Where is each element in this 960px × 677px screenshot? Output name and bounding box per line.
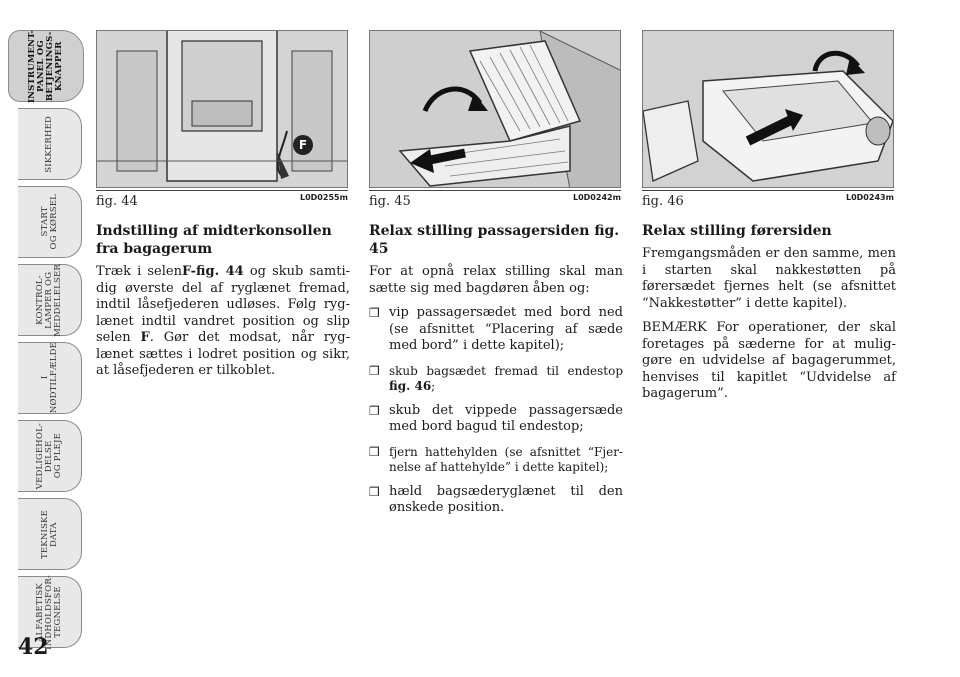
- figure-rule: [96, 190, 348, 191]
- section-heading: Relax stilling førersiden: [642, 223, 832, 239]
- text: og skub samti-dig øverste del af ryglænet fremad, indtil låsefjederen udløses. Følg ryg-lænet indtil vandret position og slip selen: [96, 264, 350, 345]
- paragraph: BEMÆRK For operationer, der skal foretages på sæderne for at mulig-gøre en udvidelse af bagagerummet, henvises til kapitlet “Udvidelse af bagagerum”.: [642, 320, 896, 401]
- tab-sikkerhed[interactable]: [18, 108, 82, 180]
- checkbox-bullet-icon: ❒: [369, 444, 380, 459]
- tab-label: I NØDTILFÆLDE: [39, 342, 59, 414]
- figure-code: L0D0243m: [846, 193, 894, 202]
- text: Træk i selen: [96, 264, 182, 279]
- figure-code: L0D0255m: [300, 193, 348, 202]
- step-list: [369, 305, 623, 517]
- text: hæld bagsæderyglænet til den ønskede position.: [389, 483, 623, 515]
- tab-label: ALFABETISK INDHOLDSFOR- TEGNELSE: [35, 574, 63, 650]
- tab-start-og-korsel[interactable]: [18, 186, 82, 258]
- figure-45-image: [369, 30, 621, 188]
- tab-label: VEDLIGEHOL- DELSE OG PLEJE: [35, 422, 63, 490]
- text: skub bagsædet fremad til endestop: [389, 363, 623, 378]
- list-item: [369, 484, 623, 517]
- list-item: [369, 305, 623, 355]
- figure-44-image: [96, 30, 348, 188]
- figure-code: L0D0242m: [573, 193, 621, 202]
- checkbox-bullet-icon: ❒: [369, 306, 380, 320]
- tab-label: KONTROL- LAMPER OG MEDDELELSER: [35, 263, 63, 337]
- paragraph: [96, 264, 350, 380]
- tab-label: START OG KØRSEL: [39, 194, 59, 250]
- page-number: 42: [18, 634, 49, 660]
- tab-label: TEKNISKE DATA: [39, 509, 59, 559]
- checkbox-bullet-icon: ❒: [369, 484, 380, 499]
- text: . Gør det modsat, når ryg-lænet sættes i lodret position og sikr, at låsefjederen er tilkoblet.: [96, 330, 350, 378]
- figure-ref: fig. 46: [389, 378, 432, 393]
- list-item: [369, 403, 623, 436]
- marker-f: F: [293, 135, 313, 155]
- text: skub det vippede passagersæde med bord bagud til endestop;: [389, 402, 623, 434]
- passenger-seat-illustration: [370, 31, 621, 188]
- checkbox-bullet-icon: ❒: [369, 403, 380, 418]
- tab-tekniske-data[interactable]: [18, 498, 82, 570]
- figure-caption: fig. 44: [96, 194, 138, 209]
- figure-rule: [642, 190, 894, 191]
- tab-label: SIKKERHED: [44, 115, 55, 173]
- figure-rule: [369, 190, 621, 191]
- section-heading: Indstilling af midterkonsollen fra bagagerum: [96, 223, 332, 257]
- text: fjern hattehylden (se afsnittet “Fjer-nelse af hattehylde” i dette kapitel);: [389, 444, 623, 474]
- figure-caption: fig. 45: [369, 194, 411, 209]
- tab-kontrollamper[interactable]: [18, 264, 82, 336]
- section-heading: Relax stilling passagersiden fig. 45: [369, 223, 620, 257]
- console-illustration: [97, 31, 348, 188]
- list-item: [369, 445, 623, 475]
- tab-label: INSTRUMENT- PANEL OG BETJENINGS- KNAPPER: [27, 29, 64, 103]
- tab-instrumentpanel[interactable]: [8, 30, 84, 102]
- checkbox-bullet-icon: ❒: [369, 363, 380, 378]
- column-1: [96, 222, 350, 388]
- paragraph: Fremgangsmåden er den samme, men i starten skal nakkestøtten på førersædet fjernes helt (se afsnittet “Nakkestøtter” i dette kapitel).: [642, 246, 896, 311]
- text: vip passagersædet med bord ned (se afsnittet “Placering af sæde med bord” i dette kapitel);: [389, 305, 623, 353]
- paragraph: For at opnå relax stilling skal man sætte sig med bagdøren åben og:: [369, 264, 623, 296]
- column-2: [369, 222, 623, 526]
- tab-i-nodtilfaelde[interactable]: [18, 342, 82, 414]
- tab-vedligeholdelse[interactable]: [18, 420, 82, 492]
- label-ref: F: [140, 330, 150, 345]
- list-item: [369, 364, 623, 394]
- figure-ref: F-fig. 44: [181, 264, 244, 279]
- column-3: [642, 222, 896, 411]
- figure-caption: fig. 46: [642, 194, 684, 209]
- figure-46-image: [642, 30, 894, 188]
- driver-seat-illustration: [643, 31, 894, 188]
- text: ;: [431, 378, 436, 393]
